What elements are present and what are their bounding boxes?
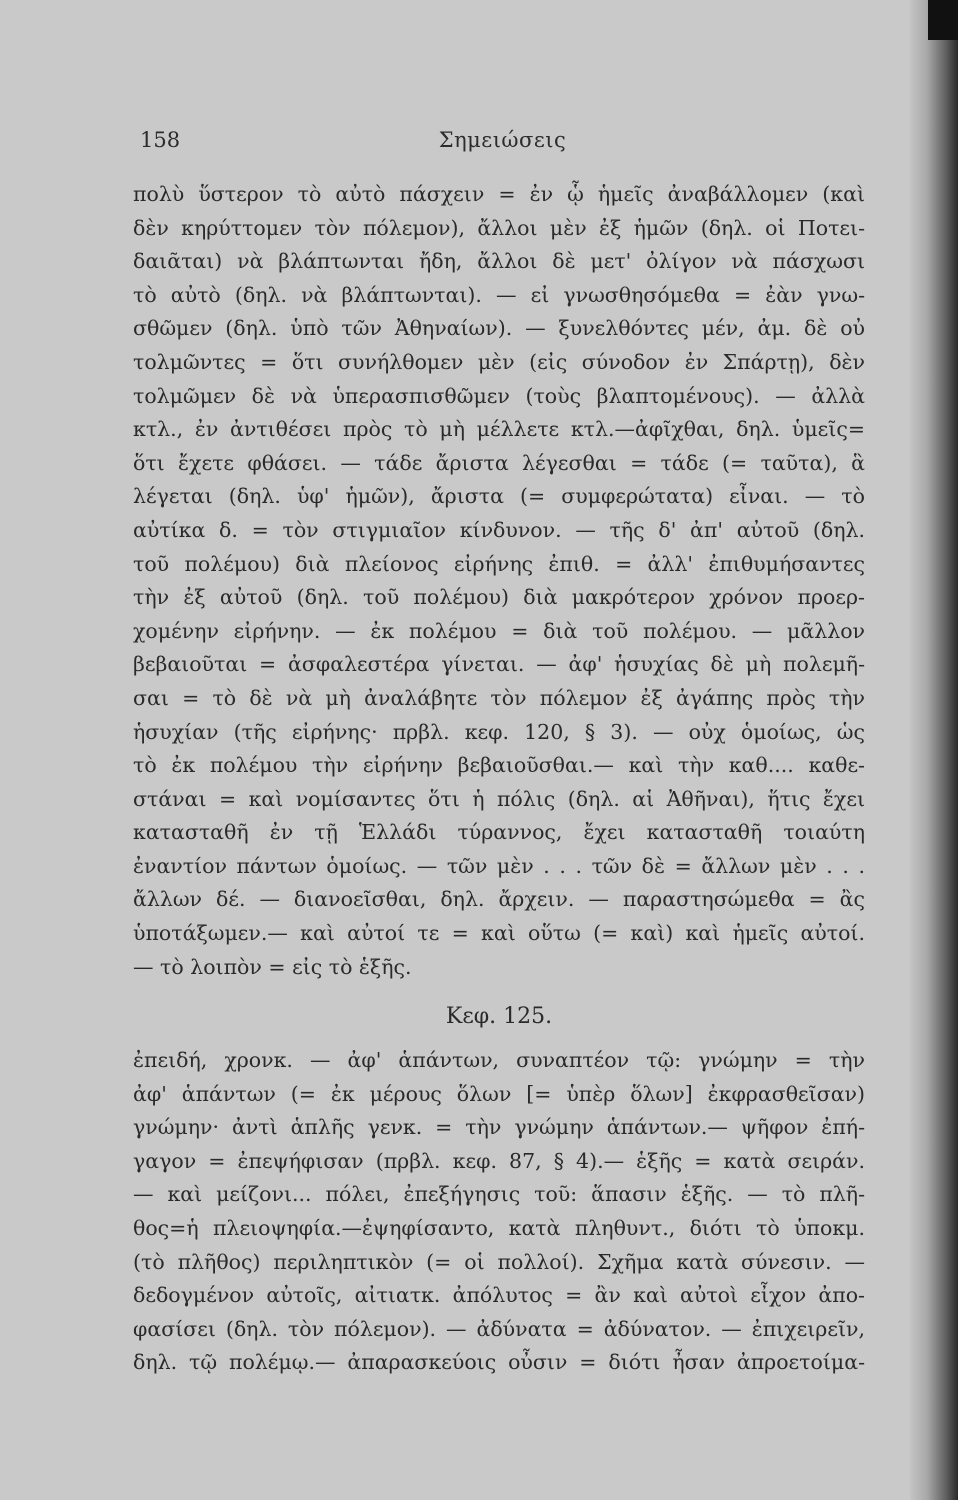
text-line: — καὶ μείζονι... πόλει, ἐπεξήγησις τοῦ: ἅπασιν ἑξῆς. — τὸ πλῆ- <box>133 1182 865 1207</box>
text-line: — τὸ λοιπὸν = εἰς τὸ ἑξῆς. <box>133 954 412 979</box>
text-line: λέγεται (δηλ. ὑφ' ἡμῶν), ἄριστα (= συμφερώτατα) εἶναι. — τὸ <box>133 484 865 509</box>
text-line: ἡσυχίαν (τῆς εἰρήνης· πρβλ. κεφ. 120, § 3). — οὐχ ὁμοίως, ὡς <box>133 719 865 744</box>
text-line: στάναι = καὶ νομίσαντες ὅτι ἡ πόλις (δηλ. αἱ Ἀθῆναι), ἥτις ἔχει <box>133 786 865 811</box>
notes-paragraph-1 <box>133 178 865 984</box>
text-line: ἀφ' ἁπάντων (= ἐκ μέρους ὅλων [= ὑπὲρ ὅλων] ἐκφρασθεῖσαν) <box>133 1081 865 1106</box>
text-line: βεβαιοῦται = ἀσφαλεστέρα γίνεται. — ἀφ' ἡσυχίας δὲ μὴ πολεμῆ- <box>133 652 865 677</box>
text-line: ὑποτάξωμεν.— καὶ αὐτοί τε = καὶ οὕτω (= καὶ) καὶ ἡμεῖς αὐτοί. <box>133 921 865 946</box>
text-line: τολμῶντες = ὅτι συνήλθομεν μὲν (εἰς σύνοδον ἐν Σπάρτῃ), δὲν <box>133 349 865 374</box>
text-line: δὲν κηρύττομεν τὸν πόλεμον), ἄλλοι μὲν ἐξ ἡμῶν (δηλ. οἱ Ποτει- <box>133 215 865 240</box>
text-line: γνώμην· ἀντὶ ἁπλῆς γενκ. = τὴν γνώμην ἁπάντων.— ψῆφον ἐπή- <box>133 1115 865 1140</box>
text-line: χομένην εἰρήνην. — ἐκ πολέμου = διὰ τοῦ πολέμου. — μᾶλλον <box>133 618 865 643</box>
text-line: αὐτίκα δ. = τὸν στιγμιαῖον κίνδυνον. — τῆς δ' ἀπ' αὐτοῦ (δηλ. <box>133 517 865 542</box>
text-line: (τὸ πλῆθος) περιληπτικὸν (= οἱ πολλοί). Σχῆμα κατὰ σύνεσιν. — <box>133 1249 865 1274</box>
text-line: σαι = τὸ δὲ νὰ μὴ ἀναλάβητε τὸν πόλεμον ἐξ ἀγάπης πρὸς τὴν <box>133 685 865 710</box>
text-line: θος=ἡ πλειοψηφία.—ἐψηφίσαντο, κατὰ πληθυντ., διότι τὸ ὑποκμ. <box>133 1215 865 1240</box>
text-line: κτλ., ἐν ἀντιθέσει πρὸς τὸ μὴ μέλλετε κτλ.—ἀφῖχθαι, δηλ. ὑμεῖς= <box>133 417 865 442</box>
page-number: 158 <box>140 128 181 152</box>
scan-corner-shadow <box>928 0 958 40</box>
running-head: Σημειώσεις <box>438 128 567 152</box>
text-line: δεδογμένον αὐτοῖς, αἰτιατκ. ἀπόλυτος = ἂν καὶ αὐτοὶ εἶχον ἀπο- <box>133 1283 865 1308</box>
text-line: τὴν ἐξ αὐτοῦ (δηλ. τοῦ πολέμου) διὰ μακρότερον χρόνον προερ- <box>133 585 865 610</box>
page-header <box>140 128 865 168</box>
text-line: τὸ αὐτὸ (δηλ. νὰ βλάπτωνται). — εἰ γνωσθησόμεθα = ἐὰν γνω- <box>133 282 865 307</box>
text-line: ἄλλων δέ. — διανοεῖσθαι, δηλ. ἄρχειν. — παραστησώμεθα = ἂς <box>133 887 865 912</box>
page-gutter-shadow <box>910 0 958 1500</box>
text-line: ὅτι ἔχετε φθάσει. — τάδε ἄριστα λέγεσθαι = τάδε (= ταῦτα), ἃ <box>133 450 865 475</box>
text-line: τοῦ πολέμου) διὰ πλείονος εἰρήνης ἐπιθ. = ἀλλ' ἐπιθυμήσαντες <box>133 551 865 576</box>
text-line: πολὺ ὕστερον τὸ αὐτὸ πάσχειν = ἐν ᾧ ἡμεῖς ἀναβάλλομεν (καὶ <box>133 182 865 206</box>
text-line: κατασταθῆ ἐν τῇ Ἑλλάδι τύραννος, ἔχει κατασταθῆ τοιαύτη <box>133 820 865 845</box>
chapter-heading: Κεφ. 125. <box>445 1004 553 1029</box>
text-line: ἐπειδή, χρονκ. — ἀφ' ἁπάντων, συναπτέον τῷ: γνώμην = τὴν <box>133 1048 865 1072</box>
text-line: τολμῶμεν δὲ νὰ ὑπερασπισθῶμεν (τοὺς βλαπτομένους). — ἀλλὰ <box>133 383 865 408</box>
text-line: τὸ ἐκ πολέμου τὴν εἰρήνην βεβαιοῦσθαι.— καὶ τὴν καθ.... καθε- <box>133 753 865 778</box>
text-line: δαιᾶται) νὰ βλάπτωνται ἤδη, ἄλλοι δὲ μετ' ὀλίγον νὰ πάσχωσι <box>133 249 865 274</box>
text-line: γαγον = ἐπεψήφισαν (πρβλ. κεφ. 87, § 4).— ἑξῆς = κατὰ σειράν. <box>133 1148 865 1173</box>
text-line: σθῶμεν (δηλ. ὑπὸ τῶν Ἀθηναίων). — ξυνελθόντες μέν, ἀμ. δὲ οὐ <box>133 316 865 341</box>
text-line: ἐναντίον πάντων ὁμοίως. — τῶν μὲν . . . τῶν δὲ = ἄλλων μὲν . . . <box>133 853 865 878</box>
text-line: φασίσει (δηλ. τὸν πόλεμον). — ἀδύνατα = ἀδύνατον. — ἐπιχειρεῖν, <box>133 1316 865 1341</box>
notes-paragraph-2 <box>133 1044 865 1380</box>
text-line: δηλ. τῷ πολέμῳ.— ἀπαρασκεύοις οὖσιν = διότι ἦσαν ἀπροετοίμα- <box>133 1350 865 1375</box>
